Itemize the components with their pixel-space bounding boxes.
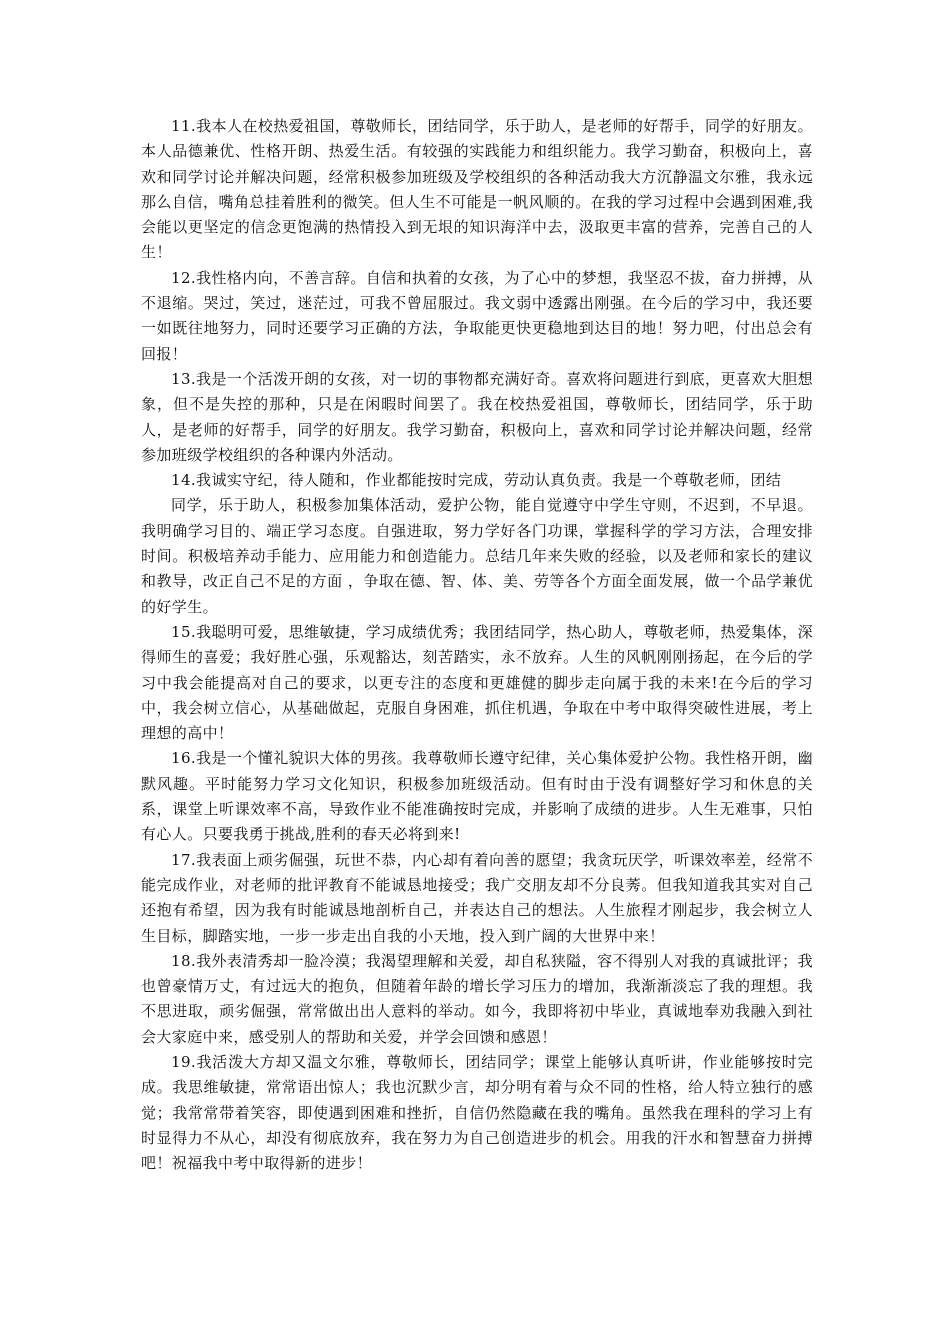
- paragraph-13: 13.我是一个活泼开朗的女孩，对一切的事物都充满好奇。喜欢将问题进行到底，更喜欢大胆想象，但不是失控的那种，只是在闲暇时间罢了。我在校热爱祖国，尊敬师长，团结同学，乐于助人，是老师的好帮手，同学的好朋友。我学习勤奋，积极向上，喜欢和同学讨论并解决问题，经常参加班级学校组织的各种课内外活动。: [141, 369, 813, 464]
- paragraph-14-part-1: 14.我诚实守纪，待人随和，作业都能按时完成，劳动认真负责。我是一个尊敬老师，团结: [171, 471, 782, 490]
- paragraph-12: 12.我性格内向，不善言辞。自信和执着的女孩，为了心中的梦想，我坚忍不拔，奋力拼搏，从不退缩。哭过，笑过，迷茫过，可我不曾屈服过。我文弱中透露出刚强。在今后的学习中，我还要一如既往地努力，同时还要学习正确的方法，争取能更快更稳地到达目的地！努力吧，付出总会有回报！: [141, 268, 813, 363]
- paragraph-11: 11.我本人在校热爱祖国，尊敬师长，团结同学，乐于助人，是老师的好帮手，同学的好朋友。本人品德兼优、性格开朗、热爱生活。有较强的实践能力和组织能力。我学习勤奋，积极向上，喜欢和同学讨论并解决问题，经常积极参加班级及学校组织的各种活动我大方沉静温文尔雅，我永远那么自信，嘴角总挂着胜利的微笑。但人生不可能是一帆风顺的。在我的学习过程中会遇到困难,我会能以更坚定的信念更饱满的热情投入到无垠的知识海洋中去，汲取更丰富的营养，完善自己的人生！: [141, 117, 813, 262]
- paragraph-19: 19.我活泼大方却又温文尔雅，尊敬师长，团结同学；课堂上能够认真听讲，作业能够按时完成。我思维敏捷，常常语出惊人；我也沉默少言，却分明有着与众不同的性格，给人特立独行的感觉；我常常带着笑容，即使遇到困难和挫折，自信仍然隐藏在我的嘴角。虽然我在理科的学习上有时显得力不从心，却没有彻底放弃，我在努力为自己创造进步的机会。用我的汗水和智慧奋力拼搏吧！祝福我中考中取得新的进步！: [141, 1052, 813, 1173]
- paragraph-17: 17.我表面上顽劣倔强，玩世不恭，内心却有着向善的愿望；我贪玩厌学，听课效率差，经常不能完成作业，对老师的批评教育不能诚恳地接受；我广交朋友却不分良莠。但我知道我其实对自己还抱有希望，因为我有时能诚恳地剖析自己，并表达自己的想法。人生旅程才刚起步，我会树立人生目标，脚踏实地，一步一步走出自我的小天地，投入到广阔的大世界中来！: [141, 850, 813, 945]
- document-body: [141, 114, 813, 1176]
- paragraph-14-part-2: 同学，乐于助人，积极参加集体活动，爱护公物，能自觉遵守中学生守则，不迟到，不早退。我明确学习目的、端正学习态度。自强进取，努力学好各门功课，掌握科学的学习方法，合理安排时间。积极培养动手能力、应用能力和创造能力。总结几年来失败的经验，以及老师和家长的建议和教导，改正自己不足的方面 ，争取在德、智、体、美、劳等各个方面全面发展，做一个品学兼优的好学生。: [141, 496, 813, 616]
- paragraph-16: 16.我是一个懂礼貌识大体的男孩。我尊敬师长遵守纪律，关心集体爱护公物。我性格开朗，幽默风趣。平时能努力学习文化知识，积极参加班级活动。但有时由于没有调整好学习和休息的关系，课堂上听课效率不高，导致作业不能准确按时完成，并影响了成绩的进步。人生无难事，只怕有心人。只要我勇于挑战,胜利的春天必将到来!: [141, 749, 813, 844]
- paragraph-15: 15.我聪明可爱，思维敏捷，学习成绩优秀；我团结同学，热心助人，尊敬老师，热爱集体，深得师生的喜爱；我好胜心强，乐观豁达，刻苦踏实，永不放弃。人生的风帆刚刚扬起，在今后的学习中我会能提高对自己的要求，以更专注的态度和更雄健的脚步走向属于我的未来!在今后的学习中，我会树立信心，从基础做起，克服自身困难，抓住机遇，争取在中考中取得突破性进展，考上理想的高中！: [141, 622, 813, 743]
- paragraph-18: 18.我外表清秀却一脸冷漠；我渴望理解和关爱，却自私狭隘，容不得别人对我的真诚批评；我也曾豪情万丈，有过远大的抱负，但随着年龄的增长学习压力的增加，我渐渐淡忘了我的理想。我不思进取，顽劣倔强，常常做出出人意料的举动。如今，我即将初中毕业，真诚地奉劝我融入到社会大家庭中来，感受别人的帮助和关爱，并学会回馈和感恩！: [141, 951, 813, 1046]
